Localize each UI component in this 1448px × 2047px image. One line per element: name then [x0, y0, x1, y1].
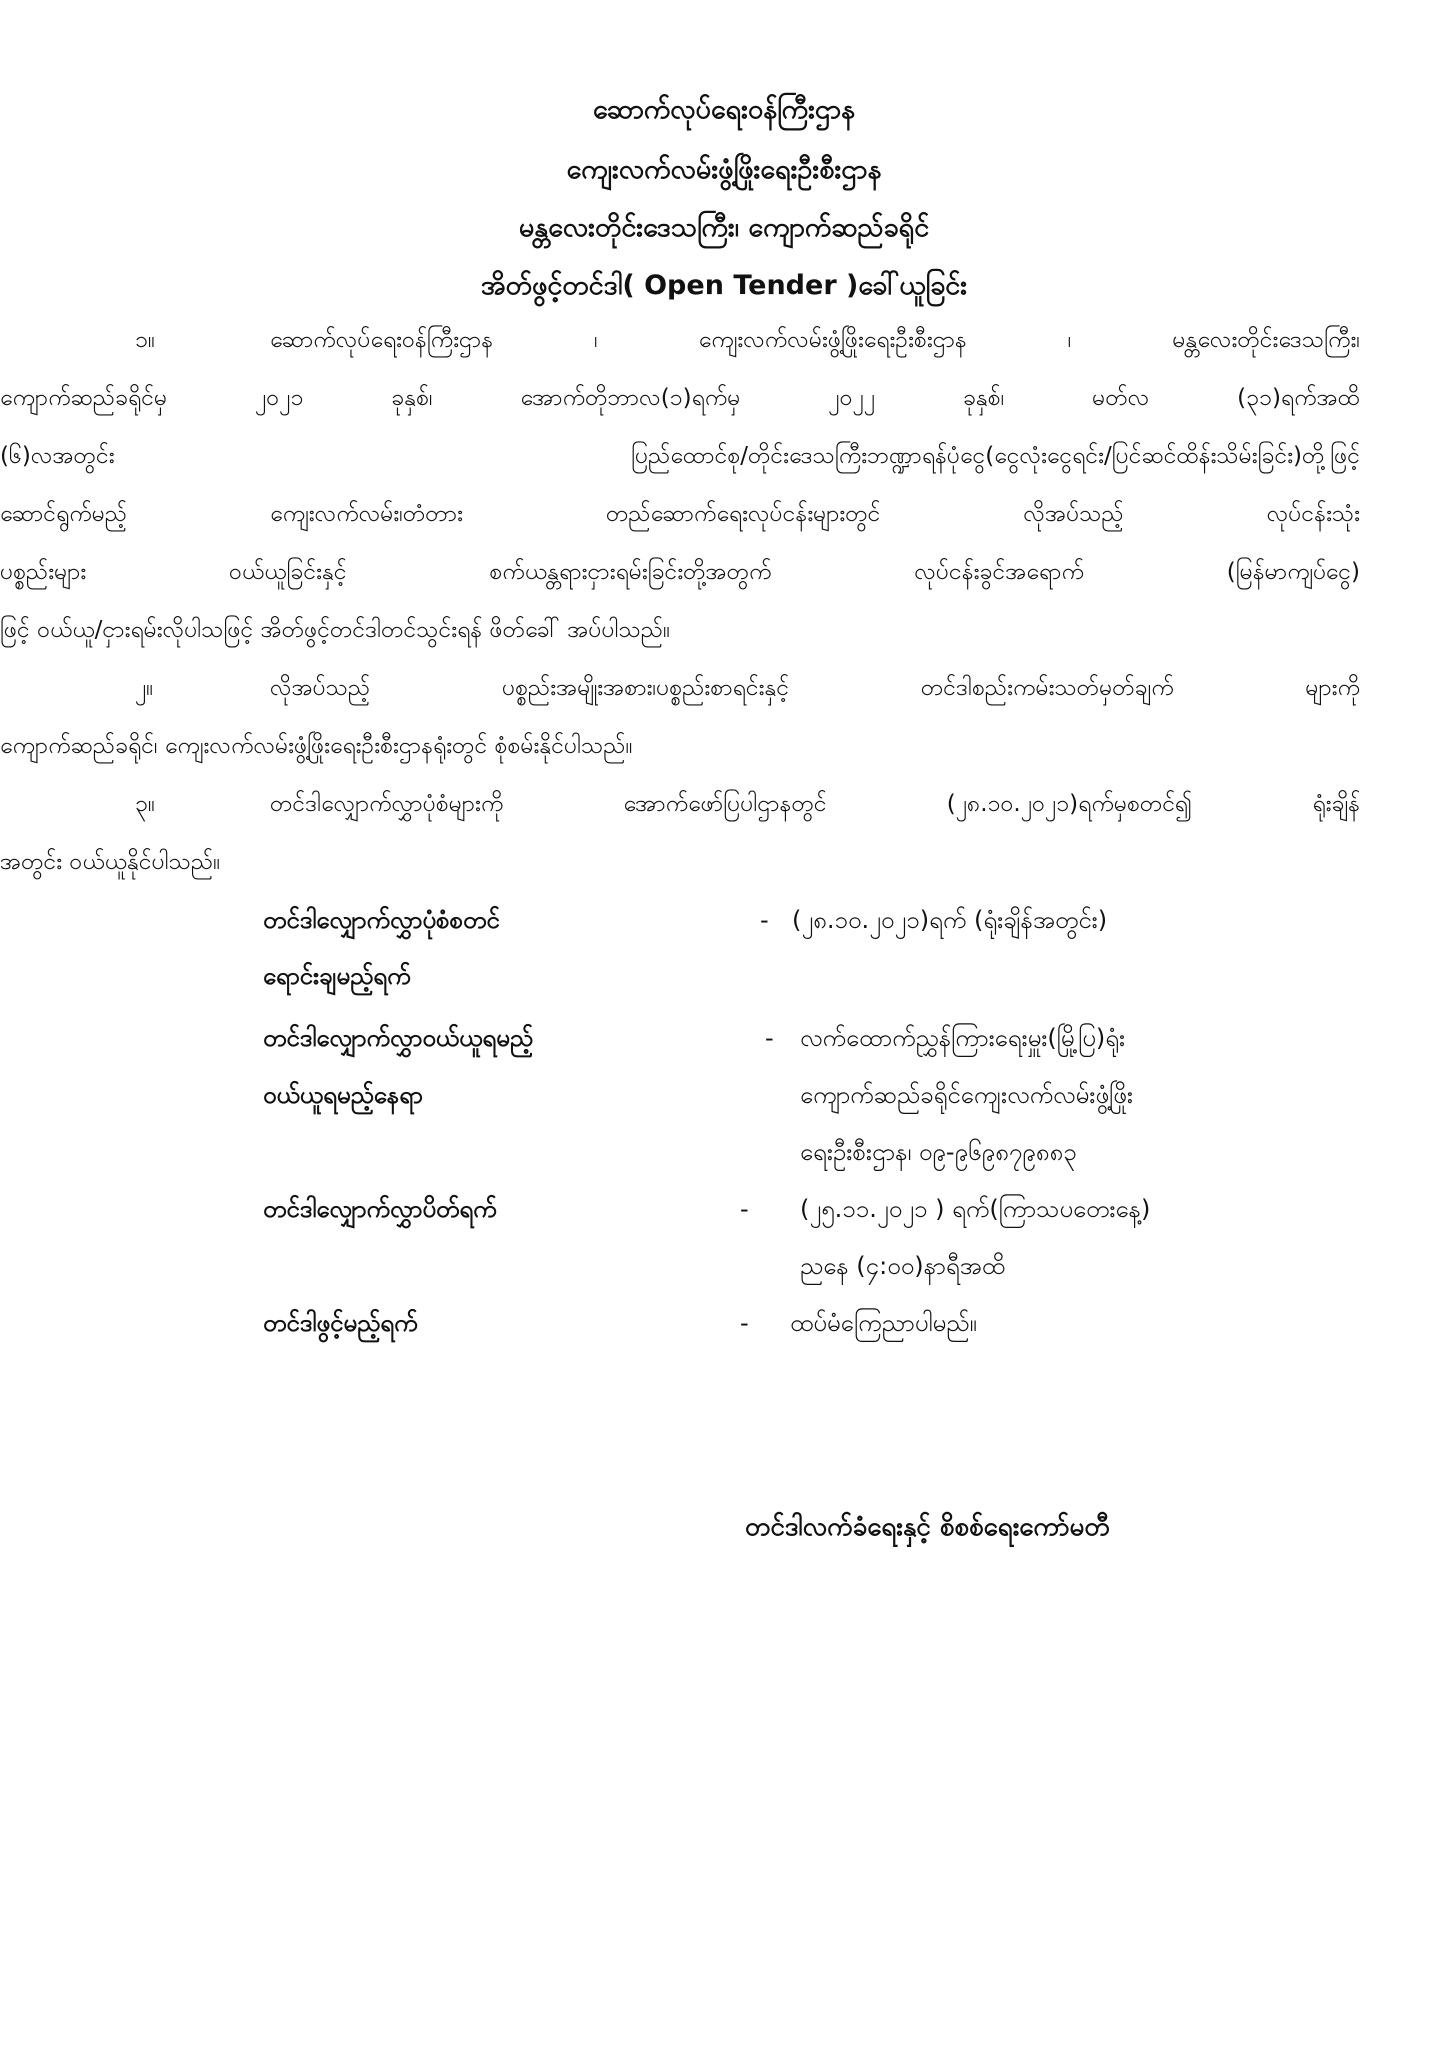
paragraph-2-line-1: [135, 666, 1360, 710]
location-heading: မန္တလေးတိုင်းဒေသကြီး၊ ကျောက်ဆည်ခရိုင်: [518, 212, 930, 243]
closing-dash: -: [740, 1195, 749, 1223]
paragraph-1-line-3: (၆)လအတွင်း ပြည်ထောင်စု/တိုင်းဒေသကြီးဘဏ္ဍာရန်ပုံငွေ(ငွေလုံးငွေရင်း/ပြင်ဆင်ထိန်းသိမ်းခြင်း)တို့ဖြင့်: [0, 443, 1360, 469]
purchase-place-label-2: ဝယ်ယူရမည့်နေရာ: [263, 1081, 423, 1109]
sale-start-label-1: တင်ဒါလျှောက်လွှာပုံစံစတင်: [263, 906, 500, 934]
purchase-place-dash: -: [765, 1024, 774, 1052]
opening-value: ထပ်မံကြေညာပါမည်။: [790, 1309, 977, 1337]
paragraph-2-line-1-text: လိုအပ်သည့် ပစ္စည်းအမျိုးအစား၊ပစ္စည်းစာရင်းနှင့် တင်ဒါစည်းကမ်းသတ်မှတ်ချက် များကို: [270, 675, 1360, 701]
paragraph-1-line-2: ကျောက်ဆည်ခရိုင်မှ ၂၀၂၁ ခုနှစ်၊ အောက်တိုဘာလ(၁)ရက်မှ ၂၀၂၂ ခုနှစ်၊ မတ်လ (၃၁)ရက်အထိ: [0, 385, 1360, 411]
paragraph-1-line-6: ဖြင့် ဝယ်ယူ/ငှားရမ်းလိုပါသဖြင့် အိတ်ဖွင့်တင်ဒါတင်သွင်းရန် ဖိတ်ခေါ် အပ်ပါသည်။: [0, 617, 671, 643]
sale-start-dash: -: [760, 906, 769, 934]
paragraph-1-line-1: [135, 318, 1360, 362]
purchase-place-label-1: တင်ဒါလျှောက်လွှာဝယ်ယူရမည့်: [263, 1024, 534, 1052]
purchase-place-value-3: ရေးဦးစီးဌာန၊ ၀၉-၉၆၉၈၇၉၈၈၃: [800, 1138, 1077, 1166]
paragraph-1-line-5: ပစ္စည်းများ ဝယ်ယူခြင်းနှင့် စက်ယန္တရားငှားရမ်းခြင်းတို့အတွက် လုပ်ငန်းခွင်အရောက် (မြန်မာကျပ်ငွေ): [0, 559, 1360, 585]
ministry-heading: ဆောက်လုပ်ရေးဝန်ကြီးဌာန: [593, 94, 855, 125]
notice-title: အိတ်ဖွင့်တင်ဒါ( Open Tender )ခေါ်ယူခြင်း: [480, 270, 968, 301]
sale-start-value: (၂၈.၁၀.၂၀၂၁)ရက် (ရုံးချိန်အတွင်း): [792, 906, 1108, 934]
paragraph-2-line-2: ကျောက်ဆည်ခရိုင်၊ ကျေးလက်လမ်းဖွံ့ဖြိုးရေးဦးစီးဌာနရုံးတွင် စုံစမ်းနိုင်ပါသည်။: [0, 733, 633, 759]
paragraph-3-number: ၃။: [135, 791, 155, 817]
paragraph-3-line-1-text: တင်ဒါလျှောက်လွှာပုံစံများကို အောက်ဖော်ပြပါဌာနတွင် (၂၈.၁၀.၂၀၂၁)ရက်မှစတင်၍ ရုံးချိန်: [270, 791, 1360, 817]
closing-value-1: (၂၅.၁၁.၂၀၂၁ ) ရက်(ကြာသပတေးနေ့): [800, 1195, 1151, 1223]
purchase-place-value-1: လက်ထောက်ညွှန်ကြားရေးမှူး(မြို့ပြ)ရုံး: [800, 1024, 1126, 1052]
paragraph-1-line-1-text: ဆောက်လုပ်ရေးဝန်ကြီးဌာန ၊ ကျေးလက်လမ်းဖွံ့ဖြိုးရေးဦးစီးဌာန ၊ မန္တလေးတိုင်းဒေသကြီး၊: [270, 327, 1360, 353]
purchase-place-value-2: ကျောက်ဆည်ခရိုင်ကျေးလက်လမ်းဖွံ့ဖြိုး: [800, 1081, 1133, 1109]
paragraph-3-line-2: အတွင်း ဝယ်ယူနိုင်ပါသည်။: [0, 849, 221, 875]
closing-value-2: ညနေ (၄:၀၀)နာရီအထိ: [800, 1252, 1005, 1280]
department-heading: ကျေးလက်လမ်းဖွံ့ဖြိုးရေးဦးစီးဌာန: [566, 154, 882, 185]
paragraph-1-number: ၁။: [135, 327, 155, 353]
opening-label: တင်ဒါဖွင့်မည့်ရက်: [263, 1309, 418, 1337]
committee-signature: တင်ဒါလက်ခံရေးနှင့် စိစစ်ရေးကော်မတီ: [745, 1512, 1110, 1542]
opening-dash: -: [740, 1309, 749, 1337]
closing-label: တင်ဒါလျှောက်လွှာပိတ်ရက်: [263, 1195, 497, 1223]
sale-start-label-2: ရောင်းချမည့်ရက်: [263, 962, 411, 990]
paragraph-3-line-1: [135, 782, 1360, 826]
paragraph-2-number: ၂။: [135, 675, 154, 701]
paragraph-1-line-4: ဆောင်ရွက်မည့် ကျေးလက်လမ်း၊တံတား တည်ဆောက်ရေးလုပ်ငန်းများတွင် လိုအပ်သည့် လုပ်ငန်းသုံး: [0, 501, 1360, 527]
